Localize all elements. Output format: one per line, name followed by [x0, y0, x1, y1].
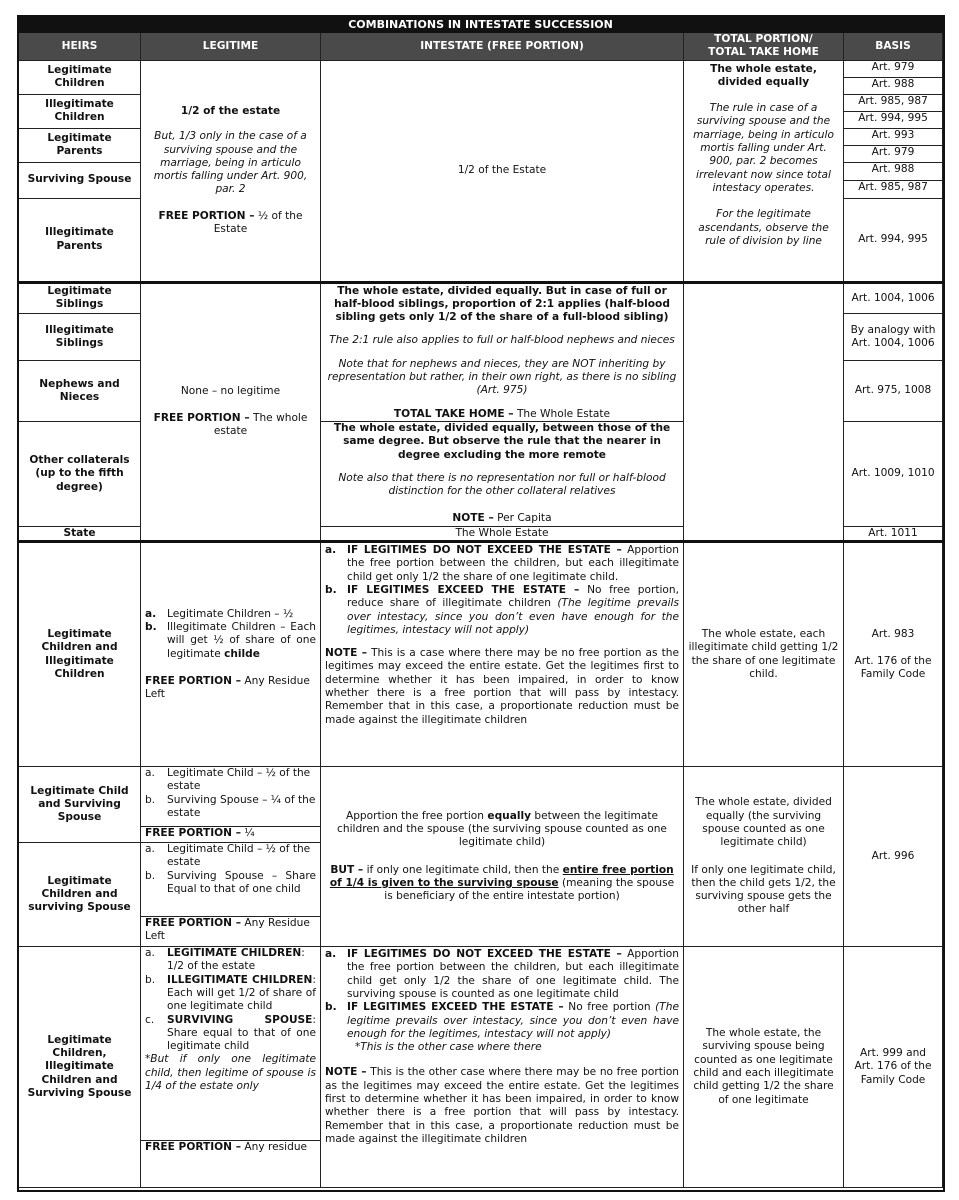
g2-state-intestate: The Whole Estate	[321, 526, 684, 541]
heir-illegitimate-siblings: Illegitimate Siblings	[19, 314, 141, 360]
basis-item: Art. 979	[871, 145, 915, 158]
heir-other-collaterals: Other collaterals (up to the fifth degree)	[19, 421, 141, 526]
g4-int2-post: (meaning the spouse is beneficiary of the entire intestate portion)	[384, 876, 675, 903]
g1-free-value: ½ of the Estate	[213, 209, 303, 235]
g4-l1-a-text: Legitimate Child – ½ of the estate	[167, 767, 311, 793]
header-total-line2: TOTAL TAKE HOME	[708, 46, 819, 59]
g3-leg-b-bold: childe	[224, 647, 260, 660]
g3-free-value: Any Residue Left	[145, 674, 310, 701]
g2-sib-rule: The 2:1 rule also applies to full or half-blood nephews and nieces	[329, 334, 675, 347]
g5-int-a-bold: IF LEGITIMES DO NOT EXCEED THE ESTATE –	[347, 948, 622, 961]
g5-lc	[145, 1014, 316, 1054]
g5-basis	[844, 947, 943, 1188]
g5-legitime-star: *But if only one legitimate child, then legitime of spouse is 1/4 of the estate only	[145, 1053, 316, 1093]
g2-collaterals-intestate	[321, 421, 684, 526]
g5-lb-body: : Each will get 1/2 of share of one legitimate child	[167, 973, 316, 1013]
g4-int-1	[325, 810, 679, 850]
g4-free1-value: ¼	[244, 827, 255, 840]
heir-illegitimate-parents: Illegitimate Parents	[19, 198, 141, 282]
list-marker: a.	[145, 767, 155, 780]
g5-note-label: NOTE –	[325, 1066, 367, 1079]
g3-note-label: NOTE –	[325, 647, 368, 660]
list-marker: a.	[145, 843, 155, 856]
g5-la	[145, 947, 316, 974]
g2-basis-5: Art. 1011	[844, 526, 943, 541]
g1-total-rule: The rule in case of a surviving spouse and the marriage, being in articulo mortis falling under Art. 900, par. 2 becomes irrelevant now since total intestacy operates.	[693, 102, 834, 194]
g3-legitime-list	[145, 608, 316, 661]
g3-int-a-bold: IF LEGITIMES DO NOT EXCEED THE ESTATE –	[347, 544, 622, 557]
g5-intestate-list	[325, 948, 679, 1054]
g5-la-text	[167, 947, 316, 974]
g5-free-label: FREE PORTION –	[145, 1141, 242, 1154]
g1-legitime-main: 1/2 of the estate	[180, 104, 281, 117]
g3-basis	[844, 542, 943, 767]
g3-int-a-body: Apportion the free portion between the children, but each illegitimate child get only 1/2 the share of one legitimate child.	[347, 544, 679, 583]
g5-note-body: This is the other case where there may be no free portion as the legitimes may exceed the entire estate. Get the legitimes first to determine whether it has been impaired, in order to know whether there is a free portion that will pass by intestacy. Remember that in this case, a proportionate reduction must be made against the illegitimate children	[325, 1066, 680, 1145]
g2-tth-label: TOTAL TAKE HOME –	[393, 407, 514, 420]
table-title: COMBINATIONS IN INTESTATE SUCCESSION	[19, 17, 943, 33]
g4-int1-pre: Apportion the free portion	[345, 809, 485, 822]
g1-basis-1-2	[844, 60, 943, 94]
g3-free-label: FREE PORTION –	[145, 674, 242, 687]
g3-leg-a-text: Legitimate Children – ½	[167, 607, 294, 620]
g5-int-a-text	[347, 948, 679, 1001]
g5-lb	[145, 974, 316, 1014]
g2-basis-1: Art. 1004, 1006	[844, 282, 943, 314]
g5-int-a	[325, 948, 679, 1001]
basis-item: Art. 979	[844, 61, 942, 78]
g5-note	[325, 1066, 679, 1146]
g5-lb-bold: ILLEGITIMATE CHILDREN	[167, 973, 313, 986]
g5-lc-text	[167, 1014, 316, 1054]
g3-leg-b	[145, 621, 316, 661]
g5-int-a-body: Apportion the free portion between the children, but each illegitimate child get only 1/2 the share of one legitimate child. The surviving spouse is counted as one legitimate child	[347, 948, 679, 1000]
g3-intestate-list	[325, 544, 679, 637]
g1-total-bold: The whole estate, divided equally	[710, 62, 817, 88]
g3-leg-b-pre: Illegitimate Children – Each will get ½ of share of one legitimate	[167, 620, 316, 660]
g5-la-bold: LEGITIMATE CHILDREN	[167, 947, 302, 960]
g3-total: The whole estate, each illegitimate child getting 1/2 the share of one legitimate child.	[684, 542, 844, 767]
g1-free-portion	[145, 210, 316, 237]
g5-la-body: : 1/2 of the estate	[167, 947, 305, 973]
list-marker: b.	[145, 793, 156, 806]
g1-basis-3-4	[844, 94, 943, 128]
g4-l2-b	[145, 870, 316, 897]
heir-legitimate-children: Legitimate Children	[19, 60, 141, 94]
g5-legitime-body	[141, 947, 320, 1140]
g3-int-b-italic: (The legitime prevails over intestacy, since you don’t even have enough for the legitimes, intestacy will not apply)	[347, 597, 679, 636]
g4-total	[684, 767, 844, 947]
g1-basis-7-8	[844, 162, 943, 198]
g4-int2-emphasis: entire free portion of 1/4 is given to the surviving spouse	[329, 863, 674, 889]
g4-free-1	[141, 826, 320, 842]
g4-legitime-1	[141, 767, 321, 843]
g3-int-b-text	[347, 584, 679, 637]
g4-free-2	[141, 916, 320, 946]
basis-item: Art. 985, 987	[858, 180, 928, 193]
basis-item: Art. 988	[844, 163, 942, 181]
g4-total-2: If only one legitimate child, then the child gets 1/2, the surviving spouse gets the other half	[691, 863, 836, 916]
list-marker: a.	[325, 544, 337, 557]
g3-note	[325, 647, 679, 727]
g5-lc-body: : Share equal to that of one legitimate child	[167, 1013, 316, 1053]
g4-int-2	[325, 864, 679, 904]
header-legitime: LEGITIME	[141, 33, 321, 61]
succession-table	[18, 16, 943, 1188]
list-marker: a.	[145, 947, 155, 960]
g4-int1-post: between the legitimate children and the spouse (the surviving spouse counted as one legitimate child)	[337, 809, 667, 849]
list-marker: a.	[145, 607, 157, 620]
g3-note-body: This is a case where there may be no free portion as the legitimes may exceed the entire estate. Get the legitimes first to determine whether it has been impaired, in order to know whether there is a free portion that will pass by intestacy. Remember that in this case, a proportionate reduction must be made against the illegitimate children	[325, 647, 679, 726]
g4-int2-but: BUT –	[330, 863, 364, 876]
g2-basis-4: Art. 1009, 1010	[844, 421, 943, 526]
g5-int-b-text	[347, 1001, 679, 1054]
g2-free-label: FREE PORTION –	[153, 411, 250, 424]
g1-legitime	[141, 60, 321, 282]
list-marker: c.	[145, 1013, 155, 1026]
g4-l1-b-text: Surviving Spouse – ¼ of the estate	[167, 793, 316, 819]
g4-l1-a	[145, 767, 316, 794]
list-marker: b.	[325, 1001, 337, 1014]
g3-leg-a	[145, 608, 316, 621]
g5-int-b-body: No free portion	[568, 1001, 651, 1014]
header-total	[684, 33, 844, 61]
g2-coll-note: Note also that there is no representation nor full or half-blood distinction for the other collateral relatives	[338, 471, 666, 498]
heir-legit-illegit-children-and-spouse: Legitimate Children, Illegitimate Children and Surviving Spouse	[19, 947, 141, 1188]
g4-intestate	[321, 767, 684, 947]
heir-legit-and-illegit-children: Legitimate Children and Illegitimate Children	[19, 542, 141, 767]
g4-int1-bold: equally	[487, 809, 532, 822]
g2-tth-value: The Whole Estate	[516, 407, 611, 420]
g1-total-ascend: For the legitimate ascendants, observe the rule of division by line	[698, 208, 829, 247]
header-intestate: INTESTATE (FREE PORTION)	[321, 33, 684, 61]
list-marker: a.	[325, 948, 337, 961]
g5-legitime	[141, 947, 321, 1188]
heir-legit-child-and-spouse: Legitimate Child and Surviving Spouse	[19, 767, 141, 843]
g4-total-1: The whole estate, divided equally (the surviving spouse counted as one legitimate child)	[695, 796, 832, 849]
g4-int2-pre: if only one legitimate child, then the	[366, 863, 560, 876]
g1-basis-9: Art. 994, 995	[844, 198, 943, 282]
heir-legitimate-parents: Legitimate Parents	[19, 128, 141, 162]
g4-free2-value: Any Residue Left	[145, 917, 310, 943]
g2-coll-bold: The whole estate, divided equally, between those of the same degree. But observe the rule that the nearer in degree excluding the more remote	[333, 421, 671, 461]
g2-total-empty	[684, 282, 844, 541]
g5-intestate	[321, 947, 684, 1188]
g3-int-b-bold: IF LEGITIMES EXCEED THE ESTATE –	[347, 583, 580, 596]
g2-free-value: The whole estate	[213, 411, 308, 437]
g3-basis-2: Art. 176 of the Family Code	[854, 654, 932, 681]
g1-legitime-but: But, 1/3 only in the case of a surviving spouse and the marriage, being in articulo mortis falling under Art. 900, par. 2	[153, 130, 308, 196]
heir-state: State	[19, 526, 141, 541]
header-total-line1: TOTAL PORTION/	[714, 33, 813, 45]
g3-free-portion	[145, 675, 316, 702]
basis-item: Art. 985, 987	[844, 95, 942, 112]
g3-basis-1: Art. 983	[871, 627, 915, 640]
heir-nephews-nieces: Nephews and Nieces	[19, 360, 141, 421]
g1-total	[684, 60, 844, 282]
g4-l1-b	[145, 794, 316, 821]
g5-lc-bold: SURVIVING SPOUSE	[167, 1013, 313, 1026]
g3-intestate	[321, 542, 684, 767]
g2-legitime	[141, 282, 321, 541]
g3-int-b-body: No free portion, reduce share of illegitimate children	[347, 583, 679, 610]
list-marker: b.	[145, 973, 156, 986]
heir-surviving-spouse: Surviving Spouse	[19, 162, 141, 198]
g2-note-label: NOTE –	[452, 512, 494, 525]
list-marker: b.	[145, 869, 156, 882]
g1-free-label: FREE PORTION –	[158, 209, 255, 222]
g3-legitime	[141, 542, 321, 767]
basis-item: Art. 993	[844, 129, 942, 146]
g4-free1-label: FREE PORTION –	[145, 827, 242, 840]
g4-legitime-2-list	[141, 843, 320, 916]
g4-l2-b-text: Surviving Spouse – Share Equal to that of one child	[167, 869, 316, 895]
g5-int-b-bold: IF LEGITIMES EXCEED THE ESTATE –	[347, 1001, 564, 1014]
g2-note-value: Per Capita	[497, 512, 552, 525]
g2-basis-2: By analogy with Art. 1004, 1006	[844, 314, 943, 360]
g2-sib-bold: The whole estate, divided equally. But in case of full or half-blood siblings, proportion of 2:1 applies (half-blood sibling gets only 1/2 of the share of a full-blood sibling)	[334, 284, 670, 324]
list-marker: b.	[145, 620, 157, 633]
g4-l2-a	[145, 843, 316, 870]
g5-total: The whole estate, the surviving spouse being counted as one legitimate child and each illegitimate child getting 1/2 the share of one legitimate	[684, 947, 844, 1188]
g5-int-b-italic: (The legitime prevails over intestacy, since you don’t even have enough for the legitimes, intestacy will not apply)	[347, 1001, 679, 1040]
g3-int-a-text	[347, 544, 679, 584]
g4-legitime-2	[141, 843, 321, 947]
g3-leg-b-text	[167, 621, 316, 661]
g1-basis-5-6	[844, 128, 943, 162]
header-basis: BASIS	[844, 33, 943, 61]
g5-int-b-star: *This is the other case where there	[355, 1041, 542, 1054]
g1-intestate: 1/2 of the Estate	[321, 60, 684, 282]
g5-basis-2: Art. 176 of the Family Code	[854, 1060, 932, 1086]
g2-siblings-intestate	[321, 282, 684, 421]
g5-free	[141, 1140, 320, 1187]
header-heirs: HEIRS	[19, 33, 141, 61]
basis-item: Art. 988	[871, 77, 915, 90]
g4-free2-label: FREE PORTION –	[145, 917, 242, 930]
g5-int-b	[325, 1001, 679, 1054]
g3-int-b	[325, 584, 679, 637]
g2-basis-3: Art. 975, 1008	[844, 360, 943, 421]
heir-legitimate-siblings: Legitimate Siblings	[19, 282, 141, 314]
g4-basis: Art. 996	[844, 767, 943, 947]
g5-legitime-list	[145, 947, 316, 1053]
g2-total-take-home	[325, 408, 679, 421]
g5-free-value: Any residue	[244, 1141, 308, 1154]
g3-int-a	[325, 544, 679, 584]
g5-basis-1: Art. 999 and	[860, 1047, 927, 1060]
g2-note	[325, 512, 679, 525]
g2-free-portion	[145, 412, 316, 439]
g2-sib-note: Note that for nephews and nieces, they are NOT inheriting by representation but rather, in their own right, as there is no sibling (Art. 975)	[327, 357, 677, 397]
g5-lb-text	[167, 974, 316, 1014]
heir-legit-children-and-spouse: Legitimate Children and surviving Spouse	[19, 843, 141, 947]
g2-legitime-none: None – no legitime	[180, 385, 281, 398]
basis-item: Art. 994, 995	[858, 111, 928, 124]
heir-illegitimate-children: Illegitimate Children	[19, 94, 141, 128]
g4-legitime-1-list	[141, 767, 320, 826]
g4-l2-a-text: Legitimate Child – ½ of the estate	[167, 843, 311, 869]
list-marker: b.	[325, 583, 337, 596]
